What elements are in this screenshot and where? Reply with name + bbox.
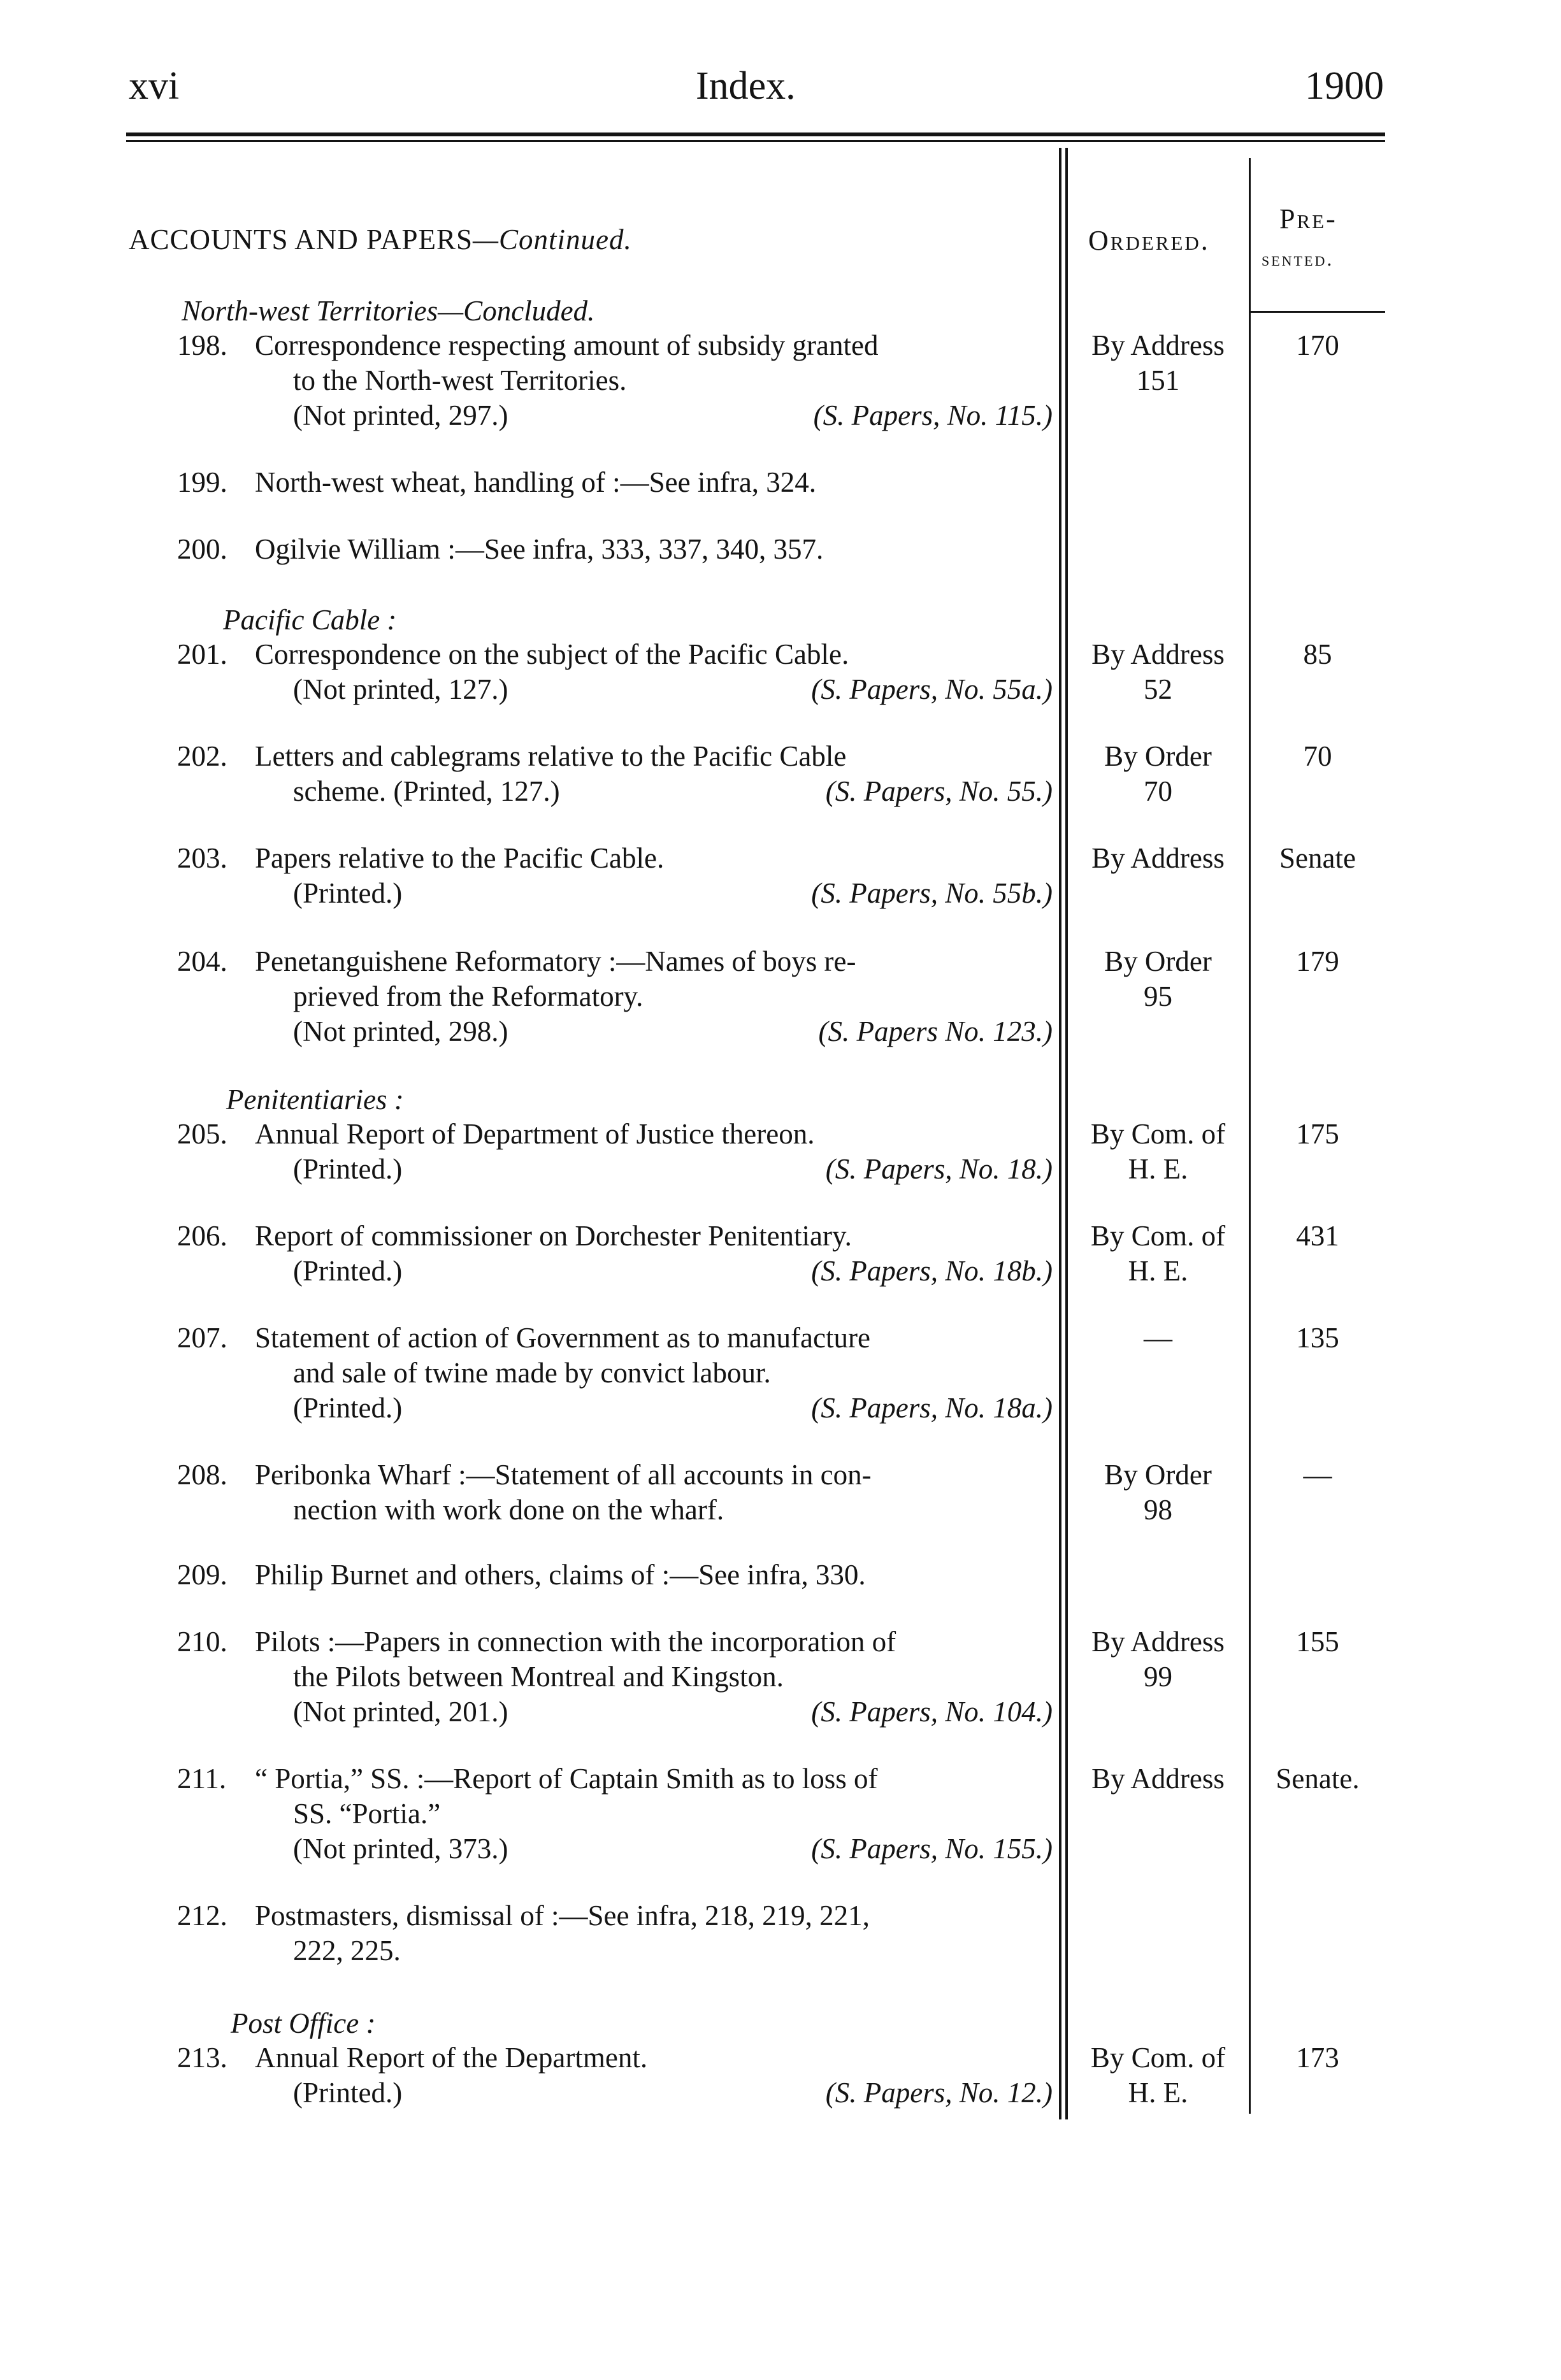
ordered-value: By Com. of <box>1090 2042 1226 2074</box>
ordered-value: 70 <box>1144 775 1172 807</box>
sessional-paper-citation: (S. Papers, No. 18a.) <box>811 1392 1053 1424</box>
entry-number: 203. <box>177 842 227 874</box>
ordered-value: H. E. <box>1128 1255 1188 1287</box>
entry-text-line: and sale of twine made by convict labour. <box>293 1357 771 1389</box>
entry-number: 213. <box>177 2042 227 2074</box>
entry-text-line: Correspondence respecting amount of subsidy granted <box>255 329 879 361</box>
ordered-value: By Address <box>1091 329 1225 361</box>
entry-text-line: (Not printed, 297.) <box>293 399 508 431</box>
sessional-paper-citation: (S. Papers No. 123.) <box>818 1015 1053 1047</box>
entry-text-line: the Pilots between Montreal and Kingston. <box>293 1661 784 1693</box>
presented-column-header-2: sented. <box>1262 247 1334 270</box>
entry-number: 204. <box>177 945 227 977</box>
subhead-north-west: North-west Territories—Concluded. <box>182 295 595 327</box>
presented-value: Senate <box>1279 842 1356 874</box>
sessional-paper-citation: (S. Papers, No. 18.) <box>825 1153 1053 1185</box>
ordered-value: 99 <box>1144 1661 1172 1693</box>
presented-value: 135 <box>1296 1322 1339 1354</box>
presented-column-header-1: Pre- <box>1279 203 1337 234</box>
ordered-value: H. E. <box>1128 2077 1188 2109</box>
entry-number: 206. <box>177 1220 227 1252</box>
entry-number: 212. <box>177 1900 227 1932</box>
entry-text-line: Pilots :—Papers in connection with the incorporation of <box>255 1626 896 1658</box>
entry-text-line: (Printed.) <box>293 1255 403 1287</box>
entry-text-line: (Printed.) <box>293 1153 403 1185</box>
entry-text-line: (Printed.) <box>293 1392 403 1424</box>
subhead-pacific-cable: Pacific Cable : <box>223 604 397 636</box>
entry-number: 198. <box>177 329 227 361</box>
entry-text-line: North-west wheat, handling of :—See infra, 324. <box>255 466 817 498</box>
ordered-column-header: Ordered. <box>1088 225 1210 256</box>
column-divider-left-a <box>1059 148 1061 2119</box>
presented-value: 70 <box>1303 740 1332 772</box>
entry-number: 201. <box>177 638 227 670</box>
entry-number: 200. <box>177 533 227 565</box>
entry-text-line: Letters and cablegrams relative to the Pacific Cable <box>255 740 847 772</box>
presented-value: 155 <box>1296 1626 1339 1658</box>
entry-text-line: SS. “Portia.” <box>293 1798 441 1830</box>
entry-text-line: “ Portia,” SS. :—Report of Captain Smith as to loss of <box>255 1763 878 1795</box>
entry-text-line: to the North-west Territories. <box>293 364 627 396</box>
entry-text-line: (Not printed, 373.) <box>293 1833 508 1865</box>
sessional-paper-citation: (S. Papers, No. 18b.) <box>811 1255 1053 1287</box>
entry-number: 210. <box>177 1626 227 1658</box>
entry-text-line: (Not printed, 298.) <box>293 1015 508 1047</box>
entry-text-line: prieved from the Reformatory. <box>293 980 644 1012</box>
subhead-post-office: Post Office : <box>231 2007 376 2039</box>
sessional-paper-citation: (S. Papers, No. 55.) <box>825 775 1053 807</box>
sessional-paper-citation: (S. Papers, No. 55b.) <box>811 877 1053 909</box>
entry-number: 209. <box>177 1559 227 1591</box>
ordered-value: 151 <box>1136 364 1180 396</box>
header-rule-thick <box>126 133 1385 136</box>
ordered-value: 95 <box>1144 980 1172 1012</box>
presented-value: 85 <box>1303 638 1332 670</box>
page-title: Index. <box>696 64 796 108</box>
entry-text-line: Penetanguishene Reformatory :—Names of boys re- <box>255 945 856 977</box>
entry-text-line: Statement of action of Government as to manufacture <box>255 1322 870 1354</box>
entry-number: 207. <box>177 1322 227 1354</box>
ordered-value: By Order <box>1104 1459 1212 1491</box>
ordered-value: By Address <box>1091 638 1225 670</box>
entry-text-line: nection with work done on the wharf. <box>293 1494 724 1526</box>
section-title <box>129 223 632 256</box>
ordered-value: 98 <box>1144 1494 1172 1526</box>
ordered-value: By Order <box>1104 945 1212 977</box>
section-title-suffix: —Continued. <box>473 224 632 255</box>
entry-number: 205. <box>177 1118 227 1150</box>
ordered-value: By Address <box>1091 1626 1225 1658</box>
entry-number: 208. <box>177 1459 227 1491</box>
entry-text-line: scheme. (Printed, 127.) <box>293 775 560 807</box>
presented-value: 179 <box>1296 945 1339 977</box>
subhead-penitentiaries: Penitentiaries : <box>226 1084 404 1115</box>
entry-text-line: Peribonka Wharf :—Statement of all accounts in con- <box>255 1459 872 1491</box>
entry-text-line: Annual Report of the Department. <box>255 2042 648 2074</box>
ordered-value: By Com. of <box>1090 1118 1226 1150</box>
entry-text-line: Correspondence on the subject of the Pacific Cable. <box>255 638 849 670</box>
presented-value: — <box>1303 1459 1332 1491</box>
entry-text-line: (Printed.) <box>293 2077 403 2109</box>
ordered-value: 52 <box>1144 673 1172 705</box>
sessional-paper-citation: (S. Papers, No. 115.) <box>813 399 1053 431</box>
entry-number: 211. <box>177 1763 227 1795</box>
entry-text-line: (Printed.) <box>293 877 403 909</box>
entry-text-line: 222, 225. <box>293 1935 401 1967</box>
entry-text-line: Report of commissioner on Dorchester Penitentiary. <box>255 1220 852 1252</box>
ordered-value: By Order <box>1104 740 1212 772</box>
presented-value: 175 <box>1296 1118 1339 1150</box>
entry-text-line: Ogilvie William :—See infra, 333, 337, 340, 357. <box>255 533 824 565</box>
header-rule-thin <box>126 140 1385 142</box>
sessional-paper-citation: (S. Papers, No. 55a.) <box>811 673 1053 705</box>
presented-value: 431 <box>1296 1220 1339 1252</box>
ordered-value: By Address <box>1091 842 1225 874</box>
sessional-paper-citation: (S. Papers, No. 104.) <box>811 1696 1053 1728</box>
ordered-value: By Com. of <box>1090 1220 1226 1252</box>
sessional-paper-citation: (S. Papers, No. 155.) <box>811 1833 1053 1865</box>
entry-text-line: Papers relative to the Pacific Cable. <box>255 842 665 874</box>
entry-text-line: (Not printed, 201.) <box>293 1696 508 1728</box>
entry-text-line: (Not printed, 127.) <box>293 673 508 705</box>
presented-value: 173 <box>1296 2042 1339 2074</box>
ordered-value: By Address <box>1091 1763 1225 1795</box>
entry-text-line: Postmasters, dismissal of :—See infra, 218, 219, 221, <box>255 1900 870 1932</box>
page-number: xvi <box>129 64 180 108</box>
year: 1900 <box>1305 64 1384 108</box>
entry-number: 202. <box>177 740 227 772</box>
ordered-value: — <box>1144 1322 1172 1354</box>
section-title-main: ACCOUNTS AND PAPERS <box>129 224 473 255</box>
presented-value: Senate. <box>1276 1763 1360 1795</box>
ordered-value: H. E. <box>1128 1153 1188 1185</box>
entry-text-line: Philip Burnet and others, claims of :—See infra, 330. <box>255 1559 866 1591</box>
presented-header-rule <box>1251 311 1385 313</box>
entry-text-line: Annual Report of Department of Justice thereon. <box>255 1118 815 1150</box>
presented-value: 170 <box>1296 329 1339 361</box>
sessional-paper-citation: (S. Papers, No. 12.) <box>825 2077 1053 2109</box>
entry-number: 199. <box>177 466 227 498</box>
